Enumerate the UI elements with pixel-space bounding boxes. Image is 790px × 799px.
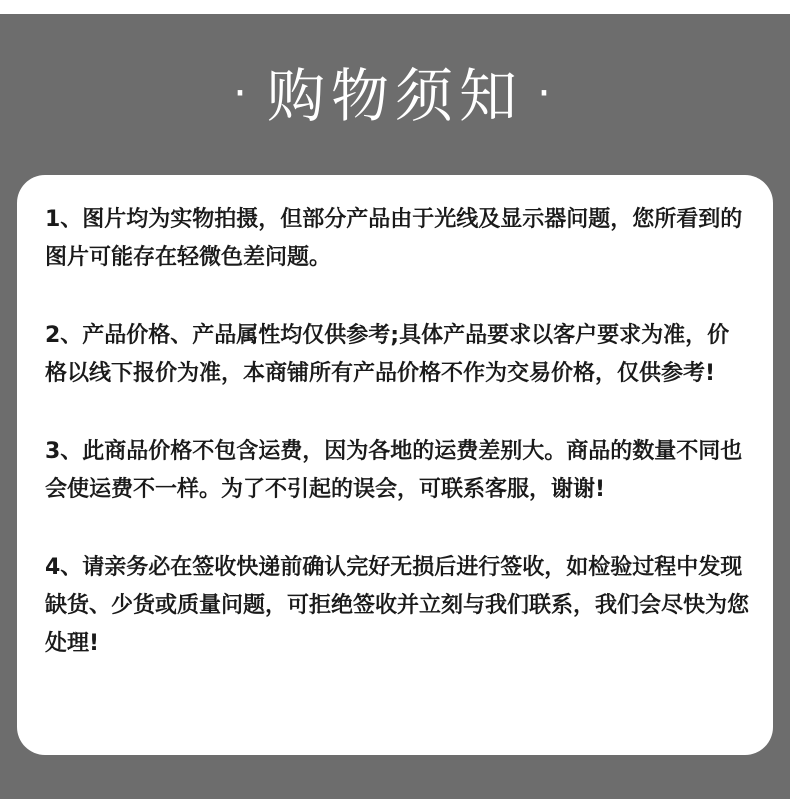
notice-item-4: 4、请亲务必在签收快递前确认完好无损后进行签收，如检验过程中发现缺货、少货或质量问题，可拒绝签收并立刻与我们联系，我们会尽快为您处理! bbox=[45, 555, 750, 656]
notice-item-3: 3、此商品价格不包含运费，因为各地的运费差别大。商品的数量不同也会使运费不一样。为了不引起的误会，可联系客服，谢谢! bbox=[45, 439, 743, 502]
title-dot-right: · bbox=[537, 67, 557, 119]
notice-item-1: 1、图片均为实物拍摄，但部分产品由于光线及显示器问题，您所看到的图片可能存在轻微色差问题。 bbox=[45, 207, 743, 270]
title-text: 购物须知 bbox=[266, 62, 523, 130]
notice-card bbox=[17, 175, 773, 755]
title-dot-left: · bbox=[232, 67, 253, 119]
page-title bbox=[0, 46, 790, 150]
notice-item-2: 2、产品价格、产品属性均仅供参考;具体产品要求以客户要求为准，价格以线下报价为准，本商铺所有产品价格不作为交易价格，仅供参考! bbox=[45, 323, 730, 386]
